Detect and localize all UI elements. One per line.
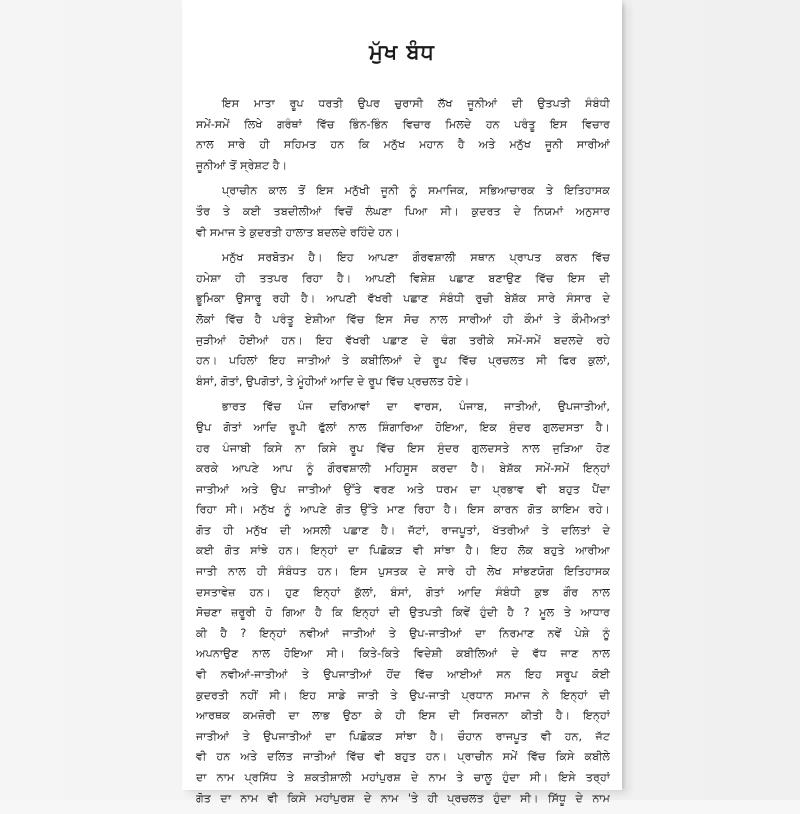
text-line: ਕੁਦਰਤੀ ਨਹੀਂ ਸੀ। ਇਹ ਸਾਡੇ ਜਾਤੀ ਤੇ ਉਪ-ਜਾਤੀ ਪ੍ਰਧਾਨ ਸਮਾਜ ਨੇ ਇਨ੍ਹਾਂ ਦੀ xyxy=(196,688,610,702)
text-line: ਵੀ ਨਵੀਆਂ-ਜਾਤੀਆਂ ਤੇ ਉਪਜਾਤੀਆਂ ਹੋਂਦ ਵਿੱਚ ਆਈਆਂ ਸਨ ਇਹ ਸਰੂਪ ਕੋਈ xyxy=(196,668,610,682)
text-line: ਕੀ ਹੈ ? ਇਨ੍ਹਾਂ ਨਵੀਆਂ ਜਾਤੀਆਂ ਤੇ ਉਪ-ਜਾਤੀਆਂ ਦਾ ਨਿਰਮਾਣ ਨਵੇਂ ਪੇਸ਼ੇ ਨੂੰ xyxy=(196,626,610,640)
text-line: ਪ੍ਰਾਚੀਨ ਕਾਲ ਤੋਂ ਇਸ ਮਨੁੱਖੀ ਜੂਨੀ ਨੂੰ ਸਮਾਜਿਕ, ਸਭਿਆਚਾਰਕ ਤੇ ਇਤਿਹਾਸਕ xyxy=(222,184,610,198)
text-line: ਵੀ ਸਮਾਜ ਤੇ ਕੁਦਰਤੀ ਹਾਲਾਤ ਬਦਲਦੇ ਰਹਿੰਦੇ ਹਨ। xyxy=(196,225,400,239)
text-line: ਉਪ ਗੋਤਾਂ ਆਦਿ ਰੂਪੀ ਫੁੱਲਾਂ ਨਾਲ ਸ਼ਿੰਗਾਰਿਆ ਹੋਇਆ, ਇਕ ਸੁੰਦਰ ਗੁਲਦਸਤਾ ਹੈ। xyxy=(196,420,610,434)
text-line: ਤੌਰ ਤੇ ਕਈ ਤਬਦੀਲੀਆਂ ਵਿਚੋਂ ਲੰਘਣਾ ਪਿਆ ਸੀ। ਕੁਦਰਤ ਦੇ ਨਿਯਮਾਂ ਅਨੁਸਾਰ xyxy=(196,204,610,218)
text-line: ਦਾ ਨਾਮ ਪ੍ਰਸਿੱਧ ਤੇ ਸ਼ਕਤੀਸ਼ਾਲੀ ਮਹਾਂਪੁਰਸ਼ ਦੇ ਨਾਮ ਤੇ ਚਾਲੂ ਹੁੰਦਾ ਸੀ। ਇਸੇ ਤਰ੍ਹਾਂ xyxy=(196,771,610,784)
text-line: ਇਸ ਮਾਤਾ ਰੂਪ ਧਰਤੀ ਉਪਰ ਚੁਰਾਸੀ ਲੱਖ ਜੂਨੀਆਂ ਦੀ ਉਤਪਤੀ ਸੰਬੰਧੀ xyxy=(222,97,610,110)
paragraph xyxy=(196,181,610,243)
paragraph xyxy=(196,248,610,392)
text-line: ਹਮੇਸ਼ਾ ਹੀ ਤਤਪਰ ਰਿਹਾ ਹੈ। ਆਪਣੀ ਵਿਸ਼ੇਸ਼ ਪਛਾਣ ਬਣਾਉਣ ਵਿੱਚ ਇਸ ਦੀ xyxy=(196,271,610,285)
text-line: ਜਾਤੀਆਂ ਤੇ ਉਪਜਾਤੀਆਂ ਦਾ ਪਿਛੋਕੜ ਸਾਂਝਾ ਹੈ। ਚੌਹਾਨ ਰਾਜਪੂਤ ਵੀ ਹਨ, ਜੱਟ xyxy=(196,729,610,743)
text-line: ਲੋਕਾਂ ਵਿੱਚ ਹੈ ਪਰੰਤੂ ਏਸ਼ੀਆ ਵਿੱਚ ਇਸ ਸੋਚ ਨਾਲ ਸਾਰੀਆਂ ਹੀ ਕੌਮਾਂ ਤੇ ਕੌਮੀਅਤਾਂ xyxy=(196,312,610,326)
text-line: ਆਰਥਕ ਕਮਜ਼ੋਰੀ ਦਾ ਲਾਭ ਉਠਾ ਕੇ ਹੀ ਇਸ ਦੀ ਸਿਰਜਨਾ ਕੀਤੀ ਹੈ। ਇਨ੍ਹਾਂ xyxy=(196,709,610,723)
page-edge xyxy=(622,4,628,788)
page-title: ਮੁੱਖ ਬੰਧ xyxy=(369,40,435,64)
text-line: ਜੁੜੀਆਂ ਹੋਈਆਂ ਹਨ। ਇਹ ਵੱਖਰੀ ਪਛਾਣ ਦੇ ਢੰਗ ਤਰੀਕੇ ਸਮੇਂ-ਸਮੇਂ ਬਦਲਦੇ ਰਹੇ xyxy=(196,333,610,347)
text-line: ਅਪਨਾਉਣ ਨਾਲ ਹੋਇਆ ਸੀ। ਕਿਤੇ-ਕਿਤੇ ਵਿਦੇਸ਼ੀ ਕਬੀਲਿਆਂ ਦੇ ਵੱਧ ਜਾਣ ਨਾਲ xyxy=(196,647,610,661)
text-line: ਸਮੇਂ-ਸਮੇਂ ਲਿਖੇ ਗਰੰਥਾਂ ਵਿੱਚ ਭਿੰਨ-ਭਿੰਨ ਵਿਚਾਰ ਮਿਲਦੇ ਹਨ ਪਰੰਤੂ ਇਸ ਵਿਚਾਰ xyxy=(196,117,610,131)
paragraph xyxy=(196,397,610,809)
text-line: ਗੋਤ ਹੀ ਮਨੁੱਖ ਦੀ ਅਸਲੀ ਪਛਾਣ ਹੈ। ਜੱਟਾਂ, ਰਾਜਪੂਤਾਂ, ਖੱਤਰੀਆਂ ਤੇ ਦਲਿਤਾਂ ਦੇ xyxy=(196,523,610,537)
text-line: ਜੂਨੀਆਂ ਤੋਂ ਸ੍ਰੇਸ਼ਟ ਹੈ। xyxy=(196,158,288,172)
text-line: ਕਰਕੇ ਆਪਣੇ ਆਪ ਨੂੰ ਗੌਰਵਸ਼ਾਲੀ ਮਹਿਸੂਸ ਕਰਦਾ ਹੈ। ਬੇਸ਼ੱਕ ਸਮੇਂ-ਸਮੇਂ ਇਨ੍ਹਾਂ xyxy=(196,462,610,476)
text-line: ਹਰ ਪੰਜਾਬੀ ਕਿਸੇ ਨਾ ਕਿਸੇ ਰੂਪ ਵਿੱਚ ਇਸ ਸੁੰਦਰ ਗੁਲਦਸਤੇ ਨਾਲ ਜੁੜਿਆ ਹੋਣ xyxy=(196,441,610,455)
text-line: ਕਈ ਗੋਤ ਸਾਂਝੇ ਹਨ। ਇਨ੍ਹਾਂ ਦਾ ਪਿਛੋਕੜ ਵੀ ਸਾਂਝਾ ਹੈ। ਇਹ ਲੋਕ ਬਹੁਤੇ ਆਰੀਆ xyxy=(196,544,610,558)
body-text xyxy=(196,94,610,814)
paragraph xyxy=(196,94,610,176)
text-line: ਸੋਚਣਾ ਜ਼ਰੂਰੀ ਹੋ ਗਿਆ ਹੈ ਕਿ ਇਨ੍ਹਾਂ ਦੀ ਉਤਪਤੀ ਕਿਵੇਂ ਹੁੰਦੀ ਹੈ ? ਮੂਲ ਤੇ ਆਧਾਰ xyxy=(196,606,610,620)
text-line: ਮਨੁੱਖ ਸਰਬੋਤਮ ਹੈ। ਇਹ ਆਪਣਾ ਗੌਰਵਸ਼ਾਲੀ ਸਥਾਨ ਪ੍ਰਾਪਤ ਕਰਨ ਵਿੱਚ xyxy=(222,251,610,265)
text-line: ਜਾਤੀ ਨਾਲ ਹੀ ਸੰਬੰਧਤ ਹਨ। ਇਸ ਪੁਸਤਕ ਦੇ ਸਾਰੇ ਹੀ ਲੇਖ ਸਾਂਭਣਯੋਗ ਇਤਿਹਾਸਕ xyxy=(196,565,610,579)
text-line: ਵੀ ਹਨ ਅਤੇ ਦਲਿਤ ਜਾਤੀਆਂ ਵਿੱਚ ਵੀ ਬਹੁਤ ਹਨ। ਪ੍ਰਾਚੀਨ ਸਮੇਂ ਵਿੱਚ ਕਿਸੇ ਕਬੀਲੇ xyxy=(196,750,610,764)
text-line: ਭਾਰਤ ਵਿੱਚ ਪੰਜ ਦਰਿਆਵਾਂ ਦਾ ਵਾਰਸ, ਪੰਜਾਬ, ਜਾਤੀਆਂ, ਉਪਜਾਤੀਆਂ, xyxy=(222,400,610,414)
text-line: ਰਿਹਾ ਸੀ। ਮਨੁੱਖ ਨੂੰ ਆਪਣੇ ਗੋਤ ਉੱਤੇ ਮਾਣ ਰਿਹਾ ਹੈ। ਇਸ ਕਾਰਨ ਗੋਤ ਕਾਇਮ ਰਹੇ। xyxy=(196,503,610,517)
text-line: ਹਨ। ਪਹਿਲਾਂ ਇਹ ਜਾਤੀਆਂ ਤੇ ਕਬੀਲਿਆਂ ਦੇ ਰੂਪ ਵਿੱਚ ਪ੍ਰਚਲਤ ਸੀ ਫਿਰ ਕੁਲਾਂ, xyxy=(196,354,610,368)
text-line: ਗੋਤ ਦਾ ਨਾਮ ਵੀ ਕਿਸੇ ਮਹਾਂਪੁਰਸ਼ ਦੇ ਨਾਮ 'ਤੇ ਹੀ ਪ੍ਰਚਲਤ ਹੁੰਦਾ ਸੀ। ਸਿੱਧੂ ਦੇ ਨਾਮ xyxy=(196,791,610,805)
text-line: ਭੂਮਿਕਾ ਉਸਾਰੂ ਰਹੀ ਹੈ। ਆਪਣੀ ਵੱਖਰੀ ਪਛਾਣ ਸੰਬੰਧੀ ਰੁਚੀ ਬੇਸ਼ੱਕ ਸਾਰੇ ਸੰਸਾਰ ਦੇ xyxy=(196,292,610,306)
text-line: ਬੰਸਾਂ, ਗੋਤਾਂ, ਉਪਗੋਤਾਂ, ਤੇ ਮੂੰਹੀਆਂ ਆਦਿ ਦੇ ਰੂਪ ਵਿੱਚ ਪ੍ਰਚਲਤ ਹੋਏ। xyxy=(196,374,470,388)
text-line: ਦਸਤਾਵੇਜ਼ ਹਨ। ਹੁਣ ਇਨ੍ਹਾਂ ਕੁੱਲਾਂ, ਬੰਸਾਂ, ਗੋਤਾਂ ਆਦਿ ਸੰਬੰਧੀ ਕੁਝ ਗੌਰ ਨਾਲ xyxy=(196,585,610,599)
text-line: ਨਾਲ ਸਾਰੇ ਹੀ ਸਹਿਮਤ ਹਨ ਕਿ ਮਨੁੱਖ ਮਹਾਨ ਹੈ ਅਤੇ ਮਨੁੱਖ ਜੂਨੀ ਸਾਰੀਆਂ xyxy=(196,138,610,152)
text-line: ਜਾਤੀਆਂ ਅਤੇ ਉਪ ਜਾਤੀਆਂ ਉੱਤੇ ਵਰਣ ਅਤੇ ਧਰਮ ਦਾ ਪ੍ਰਭਾਵ ਵੀ ਬਹੁਤ ਪੈਂਦਾ xyxy=(196,482,610,496)
